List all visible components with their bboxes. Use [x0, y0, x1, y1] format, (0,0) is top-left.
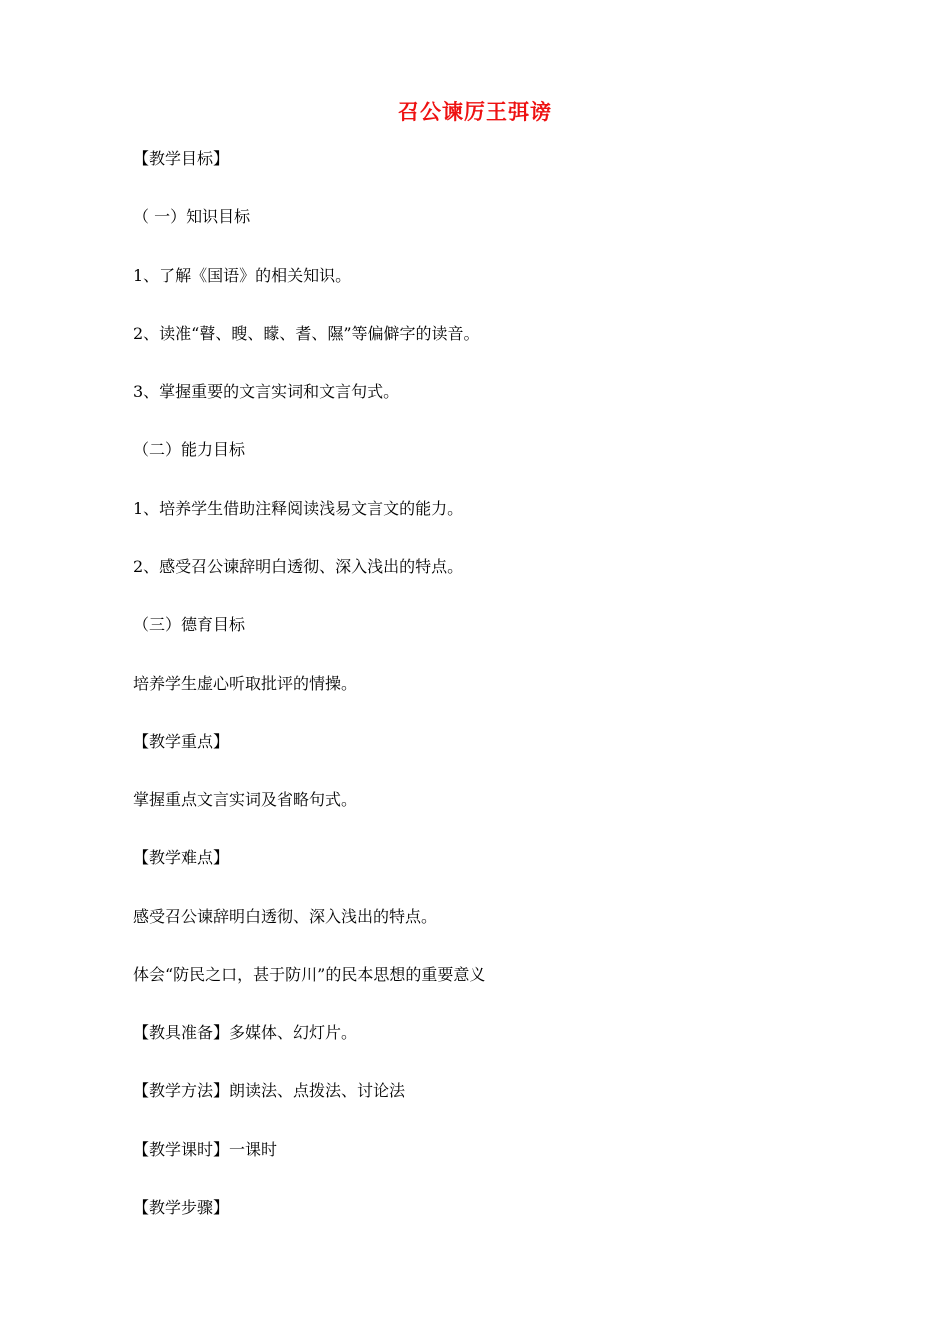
subheading-knowledge-goals: （ 一）知识目标: [133, 207, 251, 226]
subheading-moral-goals: （三）德育目标: [133, 615, 246, 634]
section-heading-teaching-goals: 【教学目标】: [133, 149, 230, 168]
section-heading-key-points: 【教学重点】: [133, 732, 230, 751]
ability-goal-1: 1、培养学生借助注释阅读浅易文言文的能力。: [133, 499, 464, 518]
difficulty-text-2: 体会“防民之口，甚于防川”的民本思想的重要意义: [133, 965, 486, 984]
difficulty-text-1: 感受召公谏辞明白透彻、深入浅出的特点。: [133, 907, 438, 926]
ability-goal-2: 2、感受召公谏辞明白透彻、深入浅出的特点。: [133, 557, 464, 576]
teaching-aids-line: 【教具准备】多媒体、幻灯片。: [133, 1023, 358, 1042]
knowledge-goal-1: 1、了解《国语》的相关知识。: [133, 266, 352, 285]
key-points-text: 掌握重点文言实词及省略句式。: [133, 790, 358, 809]
subheading-ability-goals: （二）能力目标: [133, 440, 246, 459]
section-heading-difficulties: 【教学难点】: [133, 848, 230, 867]
teaching-methods-line: 【教学方法】朗读法、点拨法、讨论法: [133, 1081, 406, 1100]
page-title: 召公谏厉王弭谤: [398, 100, 552, 124]
class-hours-line: 【教学课时】一课时: [133, 1140, 278, 1159]
moral-goal-text: 培养学生虚心听取批评的情操。: [133, 674, 358, 693]
section-heading-teaching-steps: 【教学步骤】: [133, 1198, 230, 1217]
knowledge-goal-2: 2、读准“瞽、瞍、矇、耆、隰”等偏僻字的读音。: [133, 324, 480, 343]
knowledge-goal-3: 3、掌握重要的文言实词和文言句式。: [133, 382, 400, 401]
